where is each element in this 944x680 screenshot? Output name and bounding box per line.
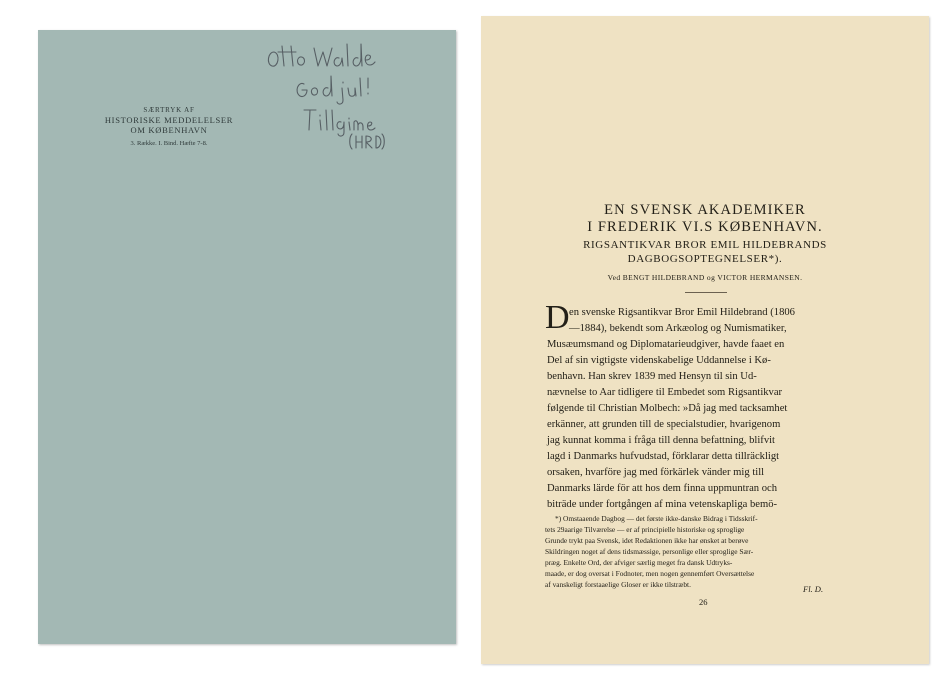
body-line: jag kunnat komma i fråga till denna befattning, blifvit [547,435,775,446]
article-page [481,16,929,664]
article-title-line-1: EN SVENSK AKADEMIKER [604,202,806,218]
title-divider [685,292,727,293]
article-subtitle-line-2: DAGBOGSOPTEGNELSER*). [627,253,783,265]
drop-cap: D [545,299,570,336]
body-line: biträde under fortgången af mina vetenskapliga bemö- [547,499,778,510]
body-line: Danmarks lärde för att hos dem finna uppmuntran och [547,483,778,494]
handwriting-greeting: God jul! [308,90,312,91]
handwriting-initials: (HRD) [356,145,359,146]
article-subtitle-line-1: RIGSANTIKVAR BROR EMIL HILDEBRANDS [583,239,827,251]
body-line: følgende til Christian Molbech: »Då jag med tacksamhet [547,403,788,414]
page-number: 26 [699,597,708,607]
handwriting-signature: Tillgime [308,125,312,126]
imprint-line-1: SÆRTRYK AF [143,106,195,114]
body-line: Del af sin vigtigste videnskabelige Uddannelse i Kø- [547,355,771,366]
body-line: —1884), bekendt som Arkæolog og Numismatiker, [569,323,787,334]
handwriting-name: Otto Walde [288,60,293,61]
body-line: Musæumsmand og Diplomatarieudgiver, havde faaet en [547,339,785,350]
article-title-line-2: I FREDERIK VI.S KØBENHAVN. [587,219,823,235]
cover-page [38,30,456,644]
footnote-line: *) Omstaaende Dagbog — det første ikke-danske Bidrag i Tidsskrif- [555,514,758,523]
handwritten-dedication [38,30,456,644]
body-line: nævnelse to Aar tidligere til Embedet som Rigsantikvar [547,387,783,398]
body-line: en svenske Rigsantikvar Bror Emil Hildebrand (1806 [569,307,795,318]
footnote-line: præg. Enkelte Ord, der afviger særlig meget fra dansk Udtryks- [545,558,733,567]
body-line: lagd i Danmarks hufvudstad, förklarar detta tillräckligt [547,451,780,462]
footnote-line: tets 29aarige Tilværelse — er af principielle historiske og sproglige [545,525,745,534]
footnote-line: Grunde trykt paa Svensk, idet Redaktionen ikke har ønsket at berøve [545,536,749,545]
footnote-line: Skildringen noget af dens tidsmæssige, personlige eller sproglige Sær- [545,547,754,556]
article-byline: Ved BENGT HILDEBRAND og VICTOR HERMANSEN. [607,273,803,282]
imprint-line-2: HISTORISKE MEDDELELSER [104,114,234,125]
body-line: erkänner, att grunden till de specialstudier, hvarigenom [547,419,781,430]
imprint-line-3: OM KØBENHAVN [130,125,208,136]
body-line: orsaken, hvarföre jag med förkärlek vänder mig till [547,467,765,478]
footnote-line: maade, er dog oversat i Fodnoter, men nogen gennemført Oversættelse [545,569,755,578]
footnote-line: af vanskeligt forstaaelige Gloser er ikke tilstræbt. [545,580,691,589]
body-line: benhavn. Han skrev 1839 med Hensyn til sin Ud- [547,371,757,382]
imprint-line-4: 3. Række. I. Bind. Hæfte 7-8. [130,140,208,147]
footnote-signature: Fl. D. [803,584,824,594]
